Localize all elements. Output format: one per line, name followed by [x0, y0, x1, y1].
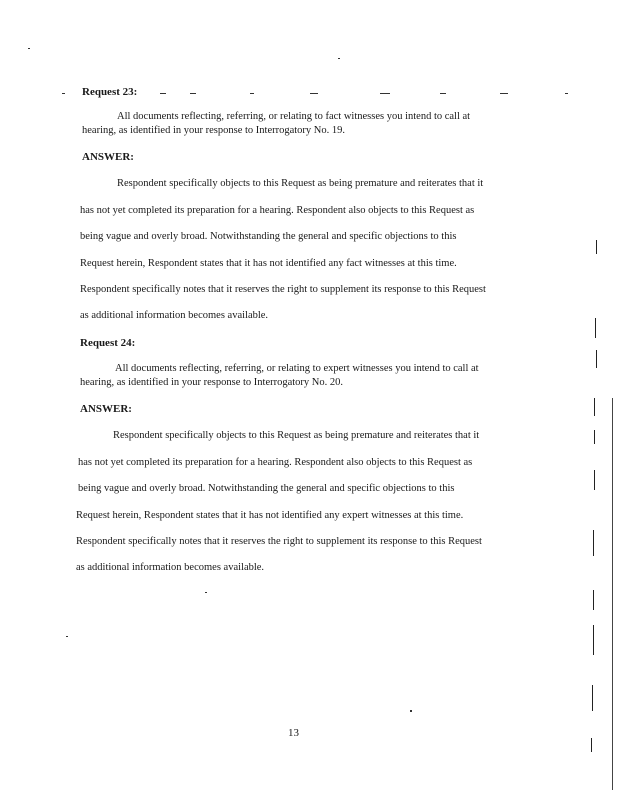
request-24-body-line-2: hearing, as identified in your response to Interrogatory No. 20.: [80, 377, 344, 388]
answer-23-line: as additional information becomes available.: [80, 310, 269, 321]
answer-24-line: has not yet completed its preparation for a hearing. Respondent also objects to this Request as: [78, 457, 473, 468]
scan-speck: [160, 93, 166, 94]
scan-speck: [28, 48, 30, 49]
answer-23-line: Request herein, Respondent states that it has not identified any fact witnesses at this time.: [80, 258, 457, 269]
answer-24-heading: ANSWER:: [80, 403, 132, 415]
answer-23-line: Respondent specifically notes that it reserves the right to supplement its response to this Request: [80, 284, 486, 295]
scan-speck: [380, 93, 390, 94]
answer-24-line: Request herein, Respondent states that it has not identified any expert witnesses at this time.: [76, 510, 464, 521]
scan-speck: [66, 636, 68, 637]
scan-speck: [338, 58, 340, 59]
scan-speck: [62, 93, 65, 94]
scan-edge-mark: [594, 430, 595, 444]
page-number: 13: [288, 727, 299, 739]
scan-edge-mark: [594, 470, 595, 490]
answer-24-line: Respondent specifically objects to this Request as being premature and reiterates that it: [113, 430, 480, 441]
scan-speck: [190, 93, 196, 94]
scan-edge-mark: [594, 398, 595, 416]
scan-speck: [500, 93, 508, 94]
scan-edge-mark: [596, 240, 597, 254]
scan-speck: [250, 93, 254, 94]
answer-23-line: Respondent specifically objects to this Request as being premature and reiterates that it: [117, 178, 484, 189]
scan-edge-mark: [593, 530, 594, 556]
scan-speck: [440, 93, 446, 94]
scan-edge-mark: [593, 590, 594, 610]
answer-24-line: being vague and overly broad. Notwithstanding the general and specific objections to this: [78, 483, 455, 494]
answer-24-line: as additional information becomes available.: [76, 562, 265, 573]
scan-edge-mark: [593, 625, 594, 655]
scan-edge-mark: [595, 318, 596, 338]
request-24-heading: Request 24:: [80, 337, 136, 349]
request-23-body-line-1: All documents reflecting, referring, or relating to fact witnesses you intend to call at: [117, 111, 471, 122]
request-23-heading: Request 23:: [82, 86, 138, 98]
request-24-body-line-1: All documents reflecting, referring, or relating to expert witnesses you intend to call at: [115, 363, 479, 374]
scan-edge-mark: [596, 350, 597, 368]
answer-24-line: Respondent specifically notes that it reserves the right to supplement its response to this Request: [76, 536, 482, 547]
scan-speck: [205, 592, 207, 593]
scan-edge-mark: [592, 685, 593, 711]
scan-speck: [410, 710, 412, 712]
answer-23-heading: ANSWER:: [82, 151, 134, 163]
scan-speck: [310, 93, 318, 94]
answer-23-line: has not yet completed its preparation for a hearing. Respondent also objects to this Request as: [80, 205, 475, 216]
answer-23-line: being vague and overly broad. Notwithstanding the general and specific objections to this: [80, 231, 457, 242]
scan-right-border: [612, 398, 613, 790]
request-23-body-line-2: hearing, as identified in your response to Interrogatory No. 19.: [82, 125, 346, 136]
scan-speck: [565, 93, 568, 94]
scan-edge-mark: [591, 738, 592, 752]
